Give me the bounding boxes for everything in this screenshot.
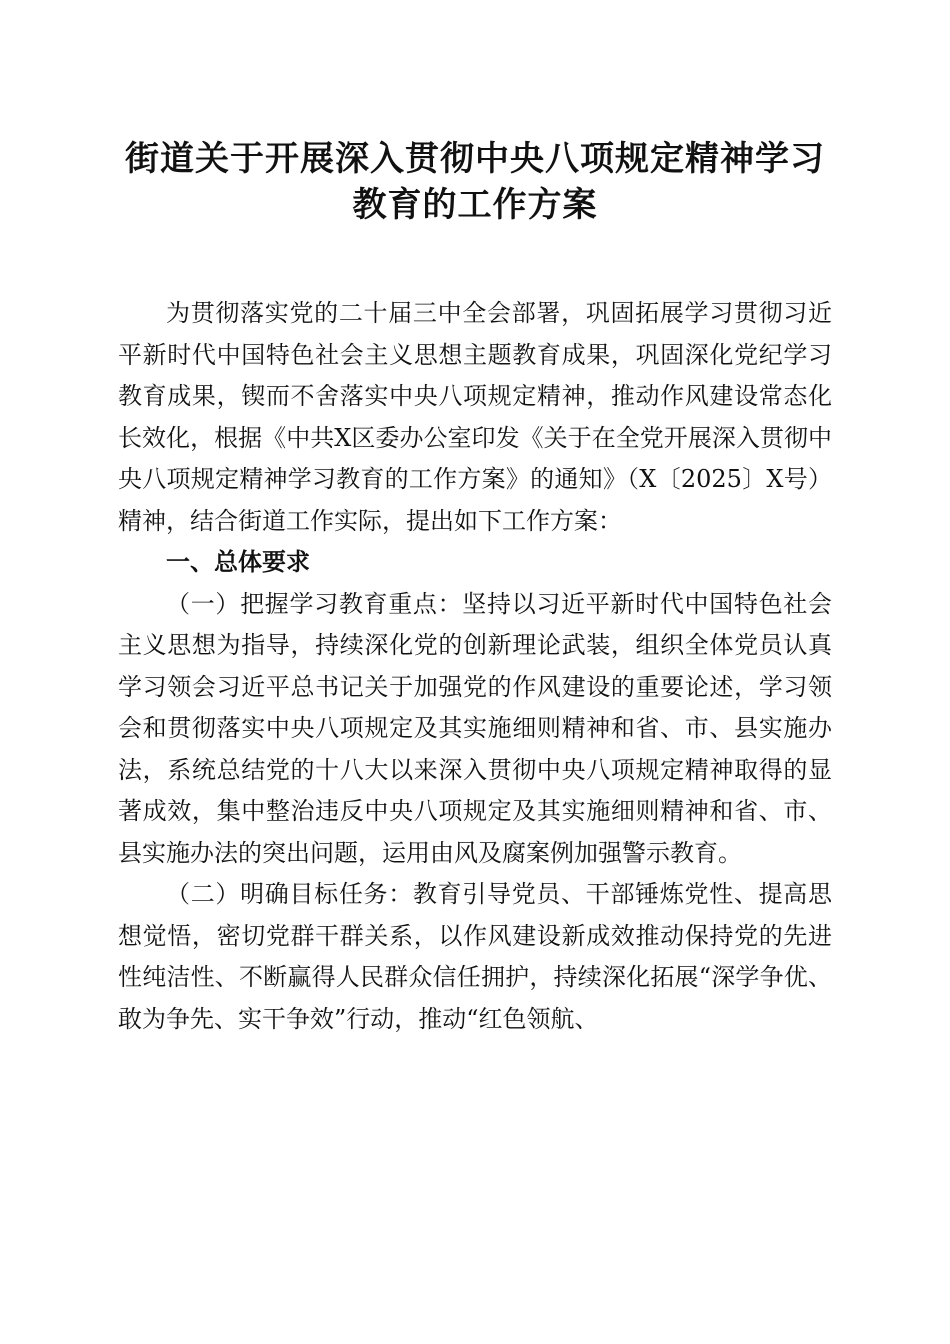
intro-paragraph: 为贯彻落实党的二十届三中全会部署，巩固拓展学习贯彻习近平新时代中国特色社会主义思想主题教育成果，巩固深化党纪学习教育成果，锲而不舍落实中央八项规定精神，推动作风建设常态化长效化，根据《中共X区委办公室印发《关于在全党开展深入贯彻中央八项规定精神学习教育的工作方案》的通知》（X〔2025〕X号）精神，结合街道工作实际，提出如下工作方案： bbox=[118, 299, 832, 535]
title-line-1: 街道关于开展深入贯彻中央八项规定精神学习 bbox=[125, 139, 825, 179]
section-heading-general-requirements: 一、总体要求 bbox=[166, 548, 310, 576]
document-body bbox=[118, 293, 832, 1040]
item-paragraph-1: （一）把握学习教育重点：坚持以习近平新时代中国特色社会主义思想为指导，持续深化党的创新理论武装，组织全体党员认真学习领会习近平总书记关于加强党的作风建设的重要论述，学习领会和贯彻落实中央八项规定及其实施细则精神和省、市、县实施办法，系统总结党的十八大以来深入贯彻中央八项规定精神取得的显著成效，集中整治违反中央八项规定及其实施细则精神和省、市、县实施办法的突出问题，运用由风及腐案例加强警示教育。 bbox=[118, 589, 832, 867]
item-paragraph-2: （二）明确目标任务：教育引导党员、干部锤炼党性、提高思想觉悟，密切党群干群关系，以作风建设新成效推动保持党的先进性纯洁性、不断赢得人民群众信任拥护，持续深化拓展“深学争优、敢为争先、实干争效”行动，推动“红色领航、 bbox=[118, 880, 832, 1033]
title-line-2: 教育的工作方案 bbox=[352, 185, 598, 225]
document-title bbox=[118, 136, 832, 228]
